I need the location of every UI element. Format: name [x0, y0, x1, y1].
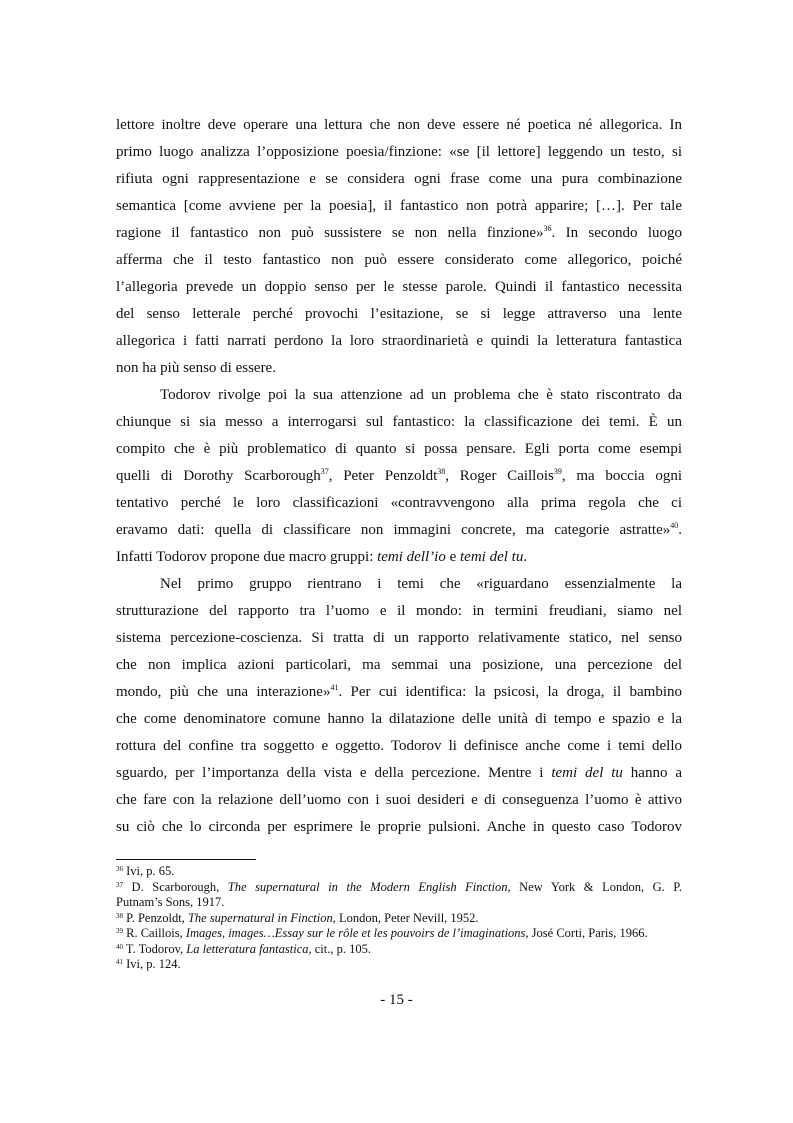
- text-line: l’allegoria prevede un doppio senso per le stesse parole. Quindi il fantastico necessita: [116, 279, 682, 295]
- text-line: lettore inoltre deve operare una lettura che non deve essere né poetica né allegorica. In: [116, 117, 682, 133]
- footnote-ref: 37: [320, 467, 329, 476]
- text-line: mondo, più che una interazione»$^{41}$. Per cui identifica: la psicosi, la droga, il bambino: [116, 683, 682, 700]
- text-line: rottura del confine tra soggetto e oggetto. Todorov li definisce anche come i temi dello: [116, 738, 682, 754]
- footnote-ref: 41: [330, 683, 339, 692]
- text-line: su ciò che lo circonda per esprimere le proprie pulsioni. Anche in questo caso Todorov: [116, 819, 682, 835]
- text-line: non ha più senso di essere.: [116, 360, 276, 376]
- footnote: $^{40}$ T. Todorov, La letteratura fantastica, cit., p. 105.: [116, 941, 371, 956]
- text-line: Nel primo gruppo rientrano i temi che «riguardano essenzialmente la: [160, 576, 682, 592]
- footnote-ref: 39: [553, 467, 562, 476]
- footnote-ref: 38: [437, 467, 446, 476]
- footnote: $^{41}$ Ivi, p. 124.: [116, 957, 181, 971]
- text-line: primo luogo analizza l’opposizione poesia/finzione: «se [il lettore] leggendo un testo, si: [116, 144, 682, 160]
- body-text: [116, 114, 682, 843]
- footnote-ref: 36: [543, 224, 552, 233]
- text-line: allegorica i fatti narrati perdono la loro straordinarietà e quindi la letteratura fantastica: [116, 333, 682, 349]
- text-line: del senso letterale perché provochi l’esitazione, se si legge attraverso una lente: [116, 306, 682, 322]
- text-line: che non implica azioni particolari, ma semmai una posizione, una percezione del: [116, 657, 682, 673]
- footnote: $^{39}$ R. Caillois, Images, images…Essay sur le rôle et les pouvoirs de l’imaginations, José Corti, Paris, 1966.: [116, 926, 648, 940]
- footnote-continuation: Putnam’s Sons, 1917.: [116, 895, 225, 909]
- footnote-separator: [116, 859, 256, 860]
- text-line: che come denominatore comune hanno la dilatazione delle unità di tempo e spazio e la: [116, 711, 682, 727]
- text-line: sguardo, per l’importanza della vista e della percezione. Mentre i temi del tu hanno a: [116, 765, 683, 781]
- text-line: chiunque si sia messo a interrogarsi sul fantastico: la classificazione dei temi. È un: [116, 414, 682, 430]
- text-line: quelli di Dorothy Scarborough$^{37}$, Peter Penzoldt$^{38}$, Roger Caillois$^{39}$, ma boccia ogni: [116, 467, 682, 484]
- text-line: Infatti Todorov propone due macro gruppi: temi dell’io e temi del tu.: [116, 549, 528, 565]
- text-line: semantica [come avviene per la poesia], il fantastico non potrà apparire; […]. Per tale: [116, 198, 682, 214]
- footnote: $^{37}$ D. Scarborough, The supernatural in the Modern English Finction, New York & London, G. P.: [116, 879, 683, 894]
- text-line: afferma che il testo fantastico non può essere considerato come allegorico, poiché: [116, 252, 682, 268]
- page-number: - 15 -: [380, 992, 413, 1008]
- text-line: che fare con la relazione dell’uomo con i suoi desideri e di conseguenza l’uomo è attivo: [116, 792, 682, 808]
- text-line: Todorov rivolge poi la sua attenzione ad un problema che è stato riscontrato da: [160, 387, 682, 403]
- text-line: strutturazione del rapporto tra l’uomo e il mondo: in termini freudiani, siamo nel: [116, 603, 682, 619]
- text-line: eravamo dati: quella di classificare non immagini concrete, ma categorie astratte»$^{40}$.: [116, 521, 682, 538]
- footnote: $^{38}$ P. Penzoldt, The supernatural in Finction, London, Peter Nevill, 1952.: [116, 910, 479, 925]
- footnote: $^{36}$ Ivi, p. 65.: [116, 864, 175, 878]
- text-line: ragione il fantastico non può sussistere se non nella finzione»$^{36}$. In secondo luogo: [116, 224, 682, 241]
- footnote-ref: 40: [670, 521, 679, 530]
- text-line: rifiuta ogni rappresentazione e se considera ogni frase come una pura combinazione: [116, 171, 682, 187]
- text-line: tentativo perché le loro classificazioni «contravvengono alla prima regola che ci: [116, 495, 682, 511]
- text-line: compito che è più problematico di quanto si possa pensare. Egli porta come esempi: [116, 441, 682, 457]
- text-line: sistema percezione-coscienza. Si tratta di un rapporto relativamente statico, nel senso: [116, 630, 682, 646]
- footnotes: [116, 864, 682, 973]
